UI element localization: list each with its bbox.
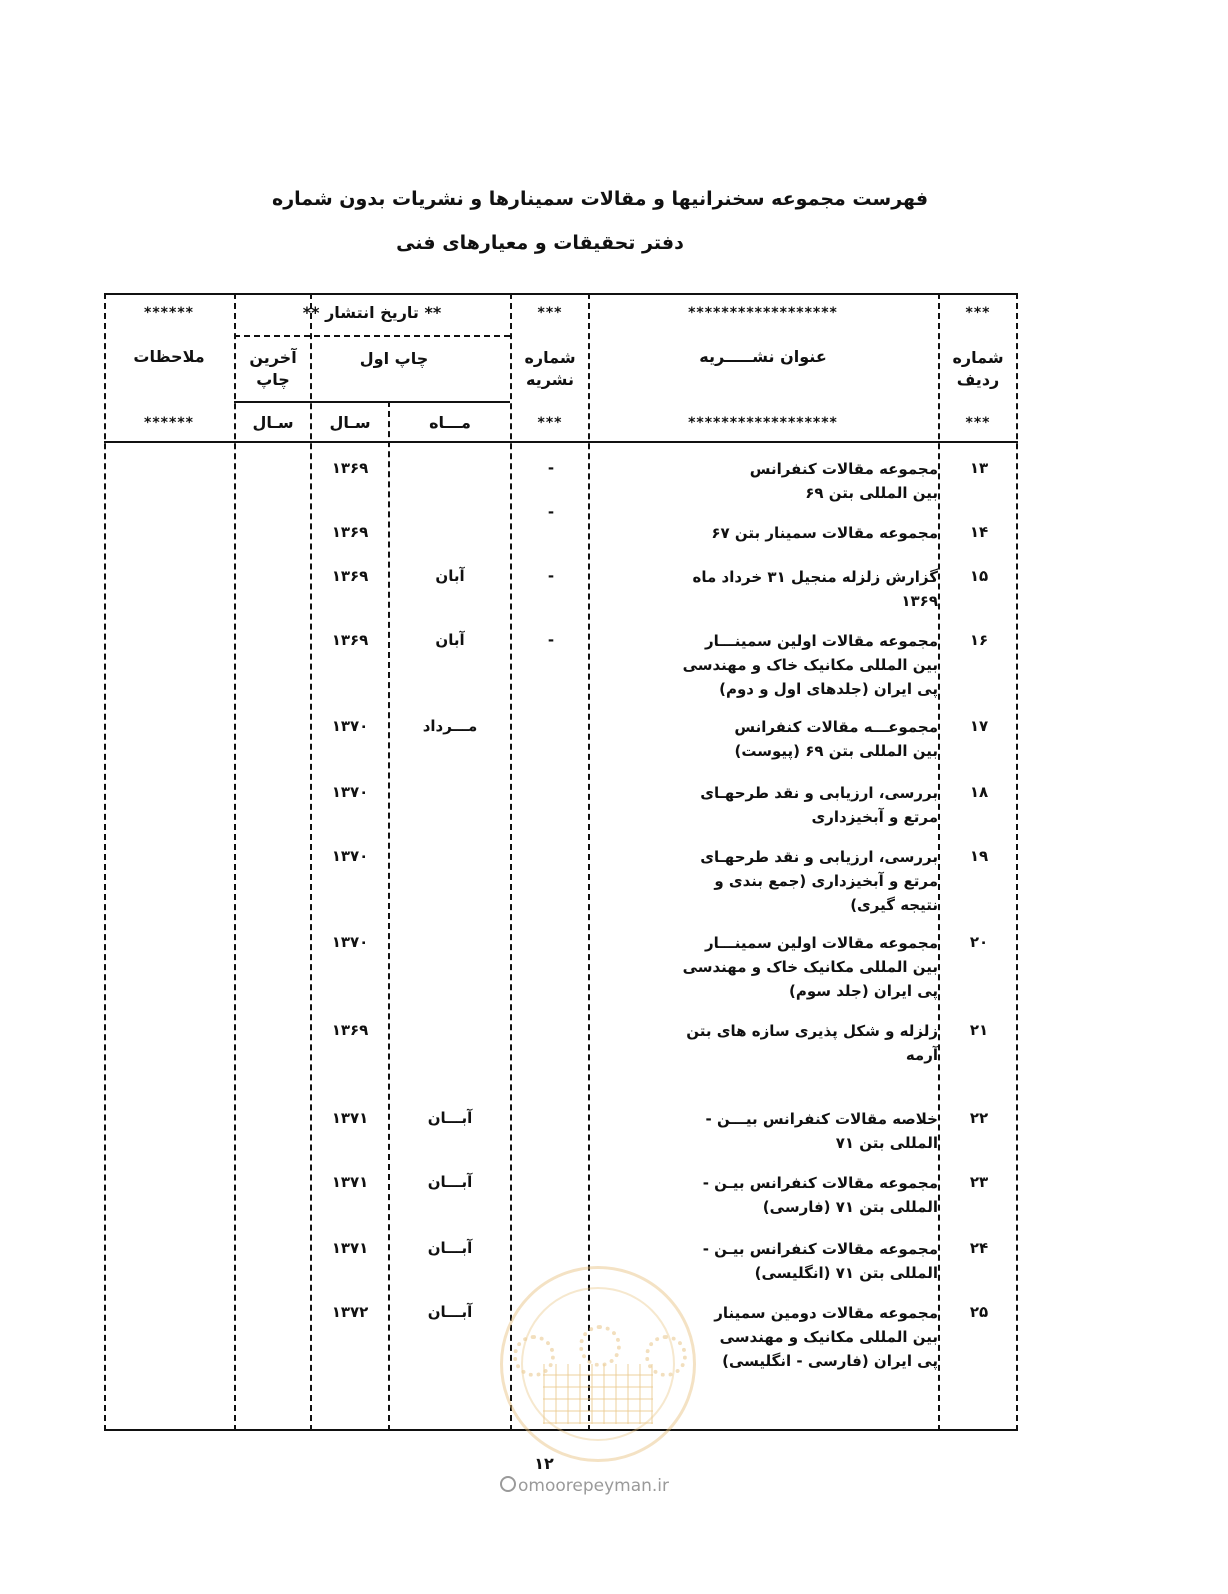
pubno-stars: *** xyxy=(537,415,563,431)
row-title: مجموعه مقالات کنفرانس بین المللی بتن ۶۹ xyxy=(749,460,938,502)
row-number: ۱۷ xyxy=(969,717,989,735)
at-icon xyxy=(500,1476,516,1492)
publication-title-header: عنوان نشـــــریه xyxy=(699,347,827,366)
seal-grid xyxy=(543,1364,653,1424)
column-border xyxy=(234,293,236,1431)
row-month: آبـــان xyxy=(427,1173,473,1191)
row-month: آبـــان xyxy=(427,1109,473,1127)
pubno-stars: *** xyxy=(537,305,563,321)
row-number-header: شماره ردیف xyxy=(952,348,1004,389)
row-year: ۱۳۷۰ xyxy=(331,847,369,865)
page-number: ۱۲ xyxy=(534,1454,554,1473)
row-publication-number: - xyxy=(547,631,555,649)
publications-table xyxy=(104,293,1018,1431)
first-print-header: چاپ اول xyxy=(359,349,429,368)
row-title: بررسی، ارزیابی و نقد طرحهـای مرتع و آبخیزداری xyxy=(700,784,938,826)
row-month: آبـــان xyxy=(427,1239,473,1257)
row-number: ۲۵ xyxy=(969,1303,989,1321)
row-publication-number: - xyxy=(547,503,555,521)
row-month: آبـــان xyxy=(427,1303,473,1321)
row-title: مجموعـــه مقالات کنفرانس بین المللی بتن ۶۹ (پیوست) xyxy=(734,718,938,760)
date-header-divider xyxy=(234,335,510,337)
row-year: ۱۳۶۹ xyxy=(331,523,369,541)
document-title: فهرست مجموعه سخنرانیها و مقالات سمینارها و نشریات بدون شماره xyxy=(271,188,929,210)
last-print-header: آخرین چاپ xyxy=(249,348,297,389)
month-year-divider xyxy=(234,401,510,403)
watermark-site-text: omoorepeyman.ir xyxy=(518,1476,670,1496)
row-number: ۱۸ xyxy=(969,783,989,801)
remarks-header: ملاحظات xyxy=(133,347,205,366)
row-year: ۱۳۷۰ xyxy=(331,717,369,735)
row-number: ۲۳ xyxy=(969,1173,989,1191)
row-number: ۲۲ xyxy=(969,1109,989,1127)
row-number: ۲۴ xyxy=(969,1239,989,1257)
row-title: مجموعه مقالات کنفرانس بیـن - المللی بتن ۷۱ (انگلیسی) xyxy=(702,1240,938,1282)
table-top-border xyxy=(104,293,1018,295)
row-year: ۱۳۷۰ xyxy=(331,933,369,951)
row-number: ۱۹ xyxy=(969,847,989,865)
row-number: ۱۳ xyxy=(969,459,989,477)
document-subtitle: دفتر تحقیقات و معیارهای فنی xyxy=(396,232,684,254)
month-header: مـــاه xyxy=(429,413,471,432)
row-title: بررسی، ارزیابی و نقد طرحهـای مرتع و آبخیزداری (جمع بندی و نتیجه گیری) xyxy=(700,848,938,914)
gear-icon xyxy=(579,1325,621,1367)
last-print-year-header: سـال xyxy=(252,413,294,432)
row-year: ۱۳۶۹ xyxy=(331,459,369,477)
row-publication-number: - xyxy=(547,459,555,477)
remarks-stars: ****** xyxy=(144,415,194,431)
row-title: مجموعه مقالات کنفرانس بیـن - المللی بتن ۷۱ (فارسی) xyxy=(702,1174,938,1216)
row-year: ۱۳۶۹ xyxy=(331,631,369,649)
row-number: ۲۰ xyxy=(969,933,989,951)
row-year: ۱۳۷۰ xyxy=(331,783,369,801)
row-title: زلزله و شکل پذیری سازه های بتن آرمه xyxy=(686,1022,938,1064)
watermark-site xyxy=(500,1476,720,1496)
row-title: خلاصه مقالات کنفرانس بیـــن - المللی بتن ۷۱ xyxy=(705,1110,938,1152)
year-header: سـال xyxy=(329,413,371,432)
row-year: ۱۳۷۲ xyxy=(331,1303,369,1321)
row-number: ۱۶ xyxy=(969,631,989,649)
watermark-seal xyxy=(500,1266,696,1462)
row-publication-number: - xyxy=(547,567,555,585)
row-month: آبان xyxy=(435,567,465,585)
publication-number-header: شماره نشریه xyxy=(524,348,576,389)
row-month: مـــرداد xyxy=(422,717,478,735)
row-year: ۱۳۷۱ xyxy=(331,1109,369,1127)
row-year: ۱۳۷۱ xyxy=(331,1173,369,1191)
header-bottom-border xyxy=(104,441,1018,443)
row-number: ۱۵ xyxy=(969,567,989,585)
row-title: گزارش زلزله منجیل ۳۱ خرداد ماه ۱۳۶۹ xyxy=(692,568,938,610)
title-stars: ****************** xyxy=(688,415,838,431)
row-number: ۲۱ xyxy=(969,1021,989,1039)
row-title: مجموعه مقالات اولین سمینـــار بین المللی مکانیک خاک و مهندسی پی ایران (جلدهای اول و دوم) xyxy=(682,632,938,698)
row-number: ۱۴ xyxy=(969,523,989,541)
row-title: مجموعه مقالات سمینار بتن ۶۷ xyxy=(711,524,938,542)
row-no-stars: *** xyxy=(965,305,991,321)
column-border xyxy=(104,293,106,1431)
row-title: مجموعه مقالات دومین سمینار بین المللی مکانیک و مهندسی پی ایران (فارسی - انگلیسی) xyxy=(714,1304,938,1370)
row-title: مجموعه مقالات اولین سمینـــار بین المللی مکانیک خاک و مهندسی پی ایران (جلد سوم) xyxy=(682,934,938,1000)
row-month: آبان xyxy=(435,631,465,649)
title-stars: ****************** xyxy=(688,305,838,321)
column-border xyxy=(388,401,390,1431)
publication-date-header: ** تاریخ انتشار ** xyxy=(302,303,442,322)
row-no-stars: *** xyxy=(965,415,991,431)
remarks-stars: ****** xyxy=(144,305,194,321)
row-year: ۱۳۶۹ xyxy=(331,1021,369,1039)
row-year: ۱۳۷۱ xyxy=(331,1239,369,1257)
row-year: ۱۳۶۹ xyxy=(331,567,369,585)
